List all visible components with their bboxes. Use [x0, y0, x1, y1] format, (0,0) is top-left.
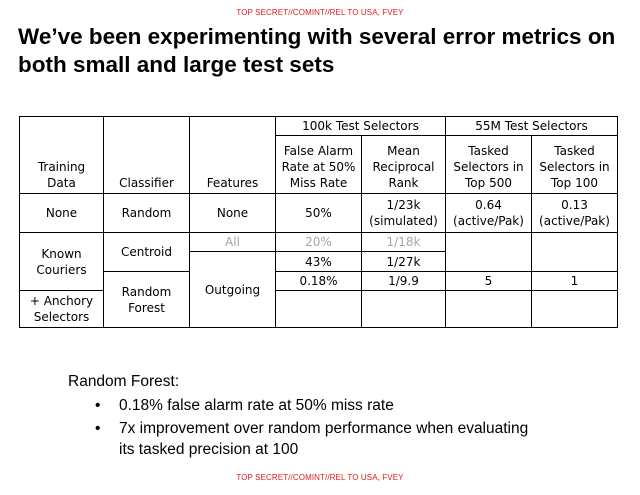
cell-classifier-centroid: Centroid — [104, 233, 190, 272]
group-header-55m: 55M Test Selectors — [446, 117, 618, 136]
slide-title: We’ve been experimenting with several error metrics on both small and large test sets — [18, 24, 616, 77]
cell-top500: 5 — [446, 272, 532, 291]
metrics-table-container — [19, 116, 618, 328]
notes-bullet-list — [68, 395, 529, 460]
cell-mrr: 1/18k — [362, 233, 446, 252]
cell-empty — [276, 291, 362, 328]
notes-heading: Random Forest: — [68, 373, 180, 390]
header-training-data: Training Data — [20, 136, 104, 194]
header-top100: Tasked Selectors in Top 100 — [532, 136, 618, 194]
cell-top100: 1 — [532, 272, 618, 291]
cell-empty — [532, 291, 618, 328]
header-blank-cell — [104, 117, 190, 136]
table-row — [20, 194, 618, 233]
cell-empty — [362, 291, 446, 328]
cell-classifier-random-forest: Random Forest — [104, 272, 190, 328]
bullet-text: 7x improvement over random performance when evaluating its tasked precision at 100 — [119, 420, 529, 458]
cell-top500-empty — [446, 233, 532, 272]
list-item — [68, 418, 529, 460]
table-row — [20, 233, 618, 252]
notes-section — [68, 371, 529, 462]
cell-training-data: None — [20, 194, 104, 233]
table-group-header-row — [20, 117, 618, 136]
cell-top500: 0.64 (active/Pak) — [446, 194, 532, 233]
bullet-text: 0.18% false alarm rate at 50% miss rate — [119, 397, 394, 414]
list-item — [68, 395, 529, 416]
cell-mrr: 1/9.9 — [362, 272, 446, 291]
metrics-table — [19, 116, 618, 328]
group-header-100k: 100k Test Selectors — [276, 117, 446, 136]
header-classifier: Classifier — [104, 136, 190, 194]
bullet-icon: • — [95, 397, 101, 414]
cell-feature-outgoing: Outgoing — [190, 252, 276, 328]
classification-banner-top: TOP SECRET//COMINT//REL TO USA, FVEY — [236, 8, 404, 17]
cell-false-alarm: 50% — [276, 194, 362, 233]
cell-classifier: Random — [104, 194, 190, 233]
header-blank-cell — [190, 117, 276, 136]
cell-false-alarm: 43% — [276, 252, 362, 272]
cell-false-alarm: 0.18% — [276, 272, 362, 291]
header-top500: Tasked Selectors in Top 500 — [446, 136, 532, 194]
cell-top100-empty — [532, 233, 618, 272]
header-features: Features — [190, 136, 276, 194]
cell-mrr: 1/27k — [362, 252, 446, 272]
cell-feature-all: All — [190, 233, 276, 252]
header-blank-cell — [20, 117, 104, 136]
cell-empty — [446, 291, 532, 328]
cell-features: None — [190, 194, 276, 233]
cell-false-alarm: 20% — [276, 233, 362, 252]
classification-banner-bottom: TOP SECRET//COMINT//REL TO USA, FVEY — [236, 473, 404, 482]
header-mrr: Mean Reciprocal Rank — [362, 136, 446, 194]
cell-training-anchory: + Anchory Selectors — [20, 291, 104, 328]
cell-training-known-couriers: Known Couriers — [20, 233, 104, 291]
cell-top100: 0.13 (active/Pak) — [532, 194, 618, 233]
bullet-icon: • — [95, 420, 101, 437]
header-false-alarm: False Alarm Rate at 50% Miss Rate — [276, 136, 362, 194]
table-row — [20, 272, 618, 291]
cell-mrr: 1/23k (simulated) — [362, 194, 446, 233]
table-header-row — [20, 136, 618, 194]
